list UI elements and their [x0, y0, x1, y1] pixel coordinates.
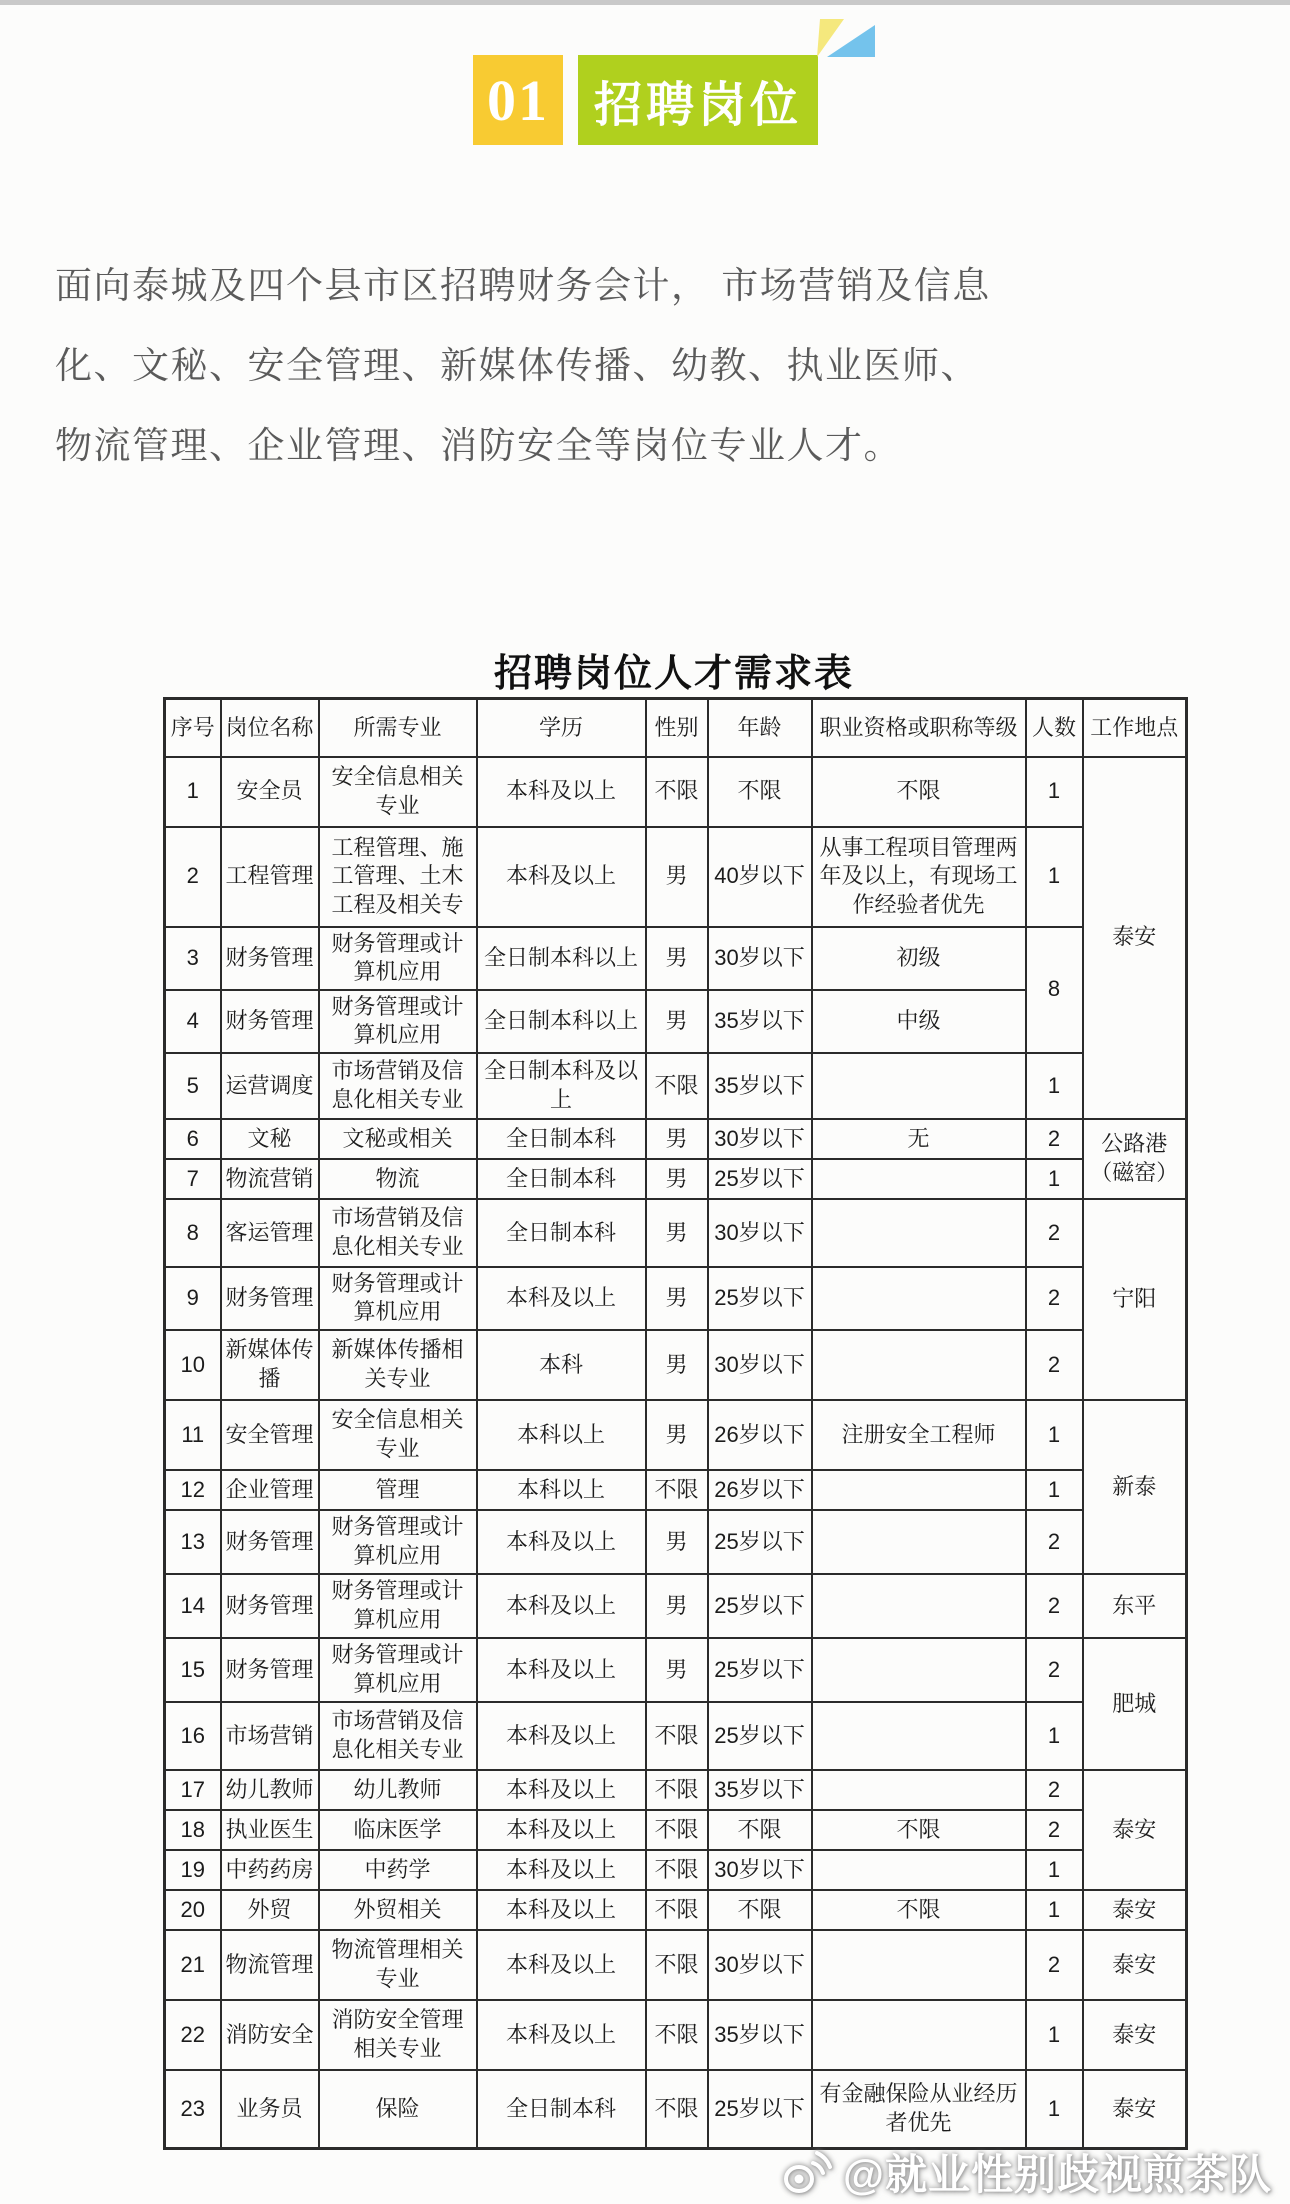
cell-major: 财务管理或计算机应用 [319, 1638, 477, 1702]
cell-no: 18 [165, 1810, 221, 1850]
cell-no: 2 [165, 827, 221, 927]
cell-degree: 全日制本科以上 [477, 990, 646, 1053]
cell-age: 30岁以下 [708, 1199, 812, 1267]
cell-post: 新媒体传播 [221, 1330, 319, 1400]
cell-no: 17 [165, 1770, 221, 1810]
cell-degree: 本科及以上 [477, 1810, 646, 1850]
cell-post: 市场营销 [221, 1702, 319, 1770]
cell-qual [812, 2000, 1026, 2070]
cell-count: 2 [1026, 1510, 1083, 1574]
cell-degree: 本科以上 [477, 1470, 646, 1510]
cell-degree: 全日制本科 [477, 1199, 646, 1267]
cell-post: 幼儿教师 [221, 1770, 319, 1810]
cell-qual: 有金融保险从业经历者优先 [812, 2070, 1026, 2148]
cell-post: 财务管理 [221, 1574, 319, 1638]
table-row [165, 2070, 1187, 2148]
cell-major: 财务管理或计算机应用 [319, 927, 477, 990]
cell-gender: 男 [646, 1638, 708, 1702]
intro-line: 化、文秘、安全管理、新媒体传播、幼教、执业医师、 [55, 345, 979, 386]
cell-degree: 本科以上 [477, 1400, 646, 1470]
cell-no: 8 [165, 1199, 221, 1267]
cell-no: 12 [165, 1470, 221, 1510]
cell-qual: 初级 [812, 927, 1026, 990]
weibo-icon [781, 2149, 833, 2195]
cell-loc: 泰安 [1083, 2070, 1187, 2148]
table-row [165, 1510, 1187, 1574]
cell-major: 中药学 [319, 1850, 477, 1890]
cell-qual [812, 1574, 1026, 1638]
cell-gender: 不限 [646, 1470, 708, 1510]
column-header: 学历 [477, 699, 646, 757]
cell-loc: 泰安 [1083, 757, 1187, 1119]
cell-count: 2 [1026, 1930, 1083, 2000]
cell-age: 25岁以下 [708, 1510, 812, 1574]
cell-post: 安全管理 [221, 1400, 319, 1470]
cell-degree: 本科 [477, 1330, 646, 1400]
cell-age: 25岁以下 [708, 1159, 812, 1199]
table-title: 招聘岗位人才需求表 [493, 653, 854, 695]
cell-degree: 全日制本科 [477, 1119, 646, 1159]
cell-gender: 不限 [646, 1810, 708, 1850]
cell-major: 市场营销及信息化相关专业 [319, 1053, 477, 1119]
cell-post: 财务管理 [221, 1510, 319, 1574]
cell-no: 14 [165, 1574, 221, 1638]
cell-no: 4 [165, 990, 221, 1053]
cell-no: 1 [165, 757, 221, 827]
cell-post: 客运管理 [221, 1199, 319, 1267]
cell-age: 25岁以下 [708, 1267, 812, 1330]
cell-gender: 男 [646, 1400, 708, 1470]
cell-major: 物流 [319, 1159, 477, 1199]
table-row [165, 1574, 1187, 1638]
cell-no: 19 [165, 1850, 221, 1890]
cell-major: 消防安全管理相关专业 [319, 2000, 477, 2070]
cell-gender: 男 [646, 1119, 708, 1159]
cell-major: 财务管理或计算机应用 [319, 990, 477, 1053]
cell-qual: 不限 [812, 757, 1026, 827]
column-header: 岗位名称 [221, 699, 319, 757]
section-title-badge [578, 55, 818, 145]
cell-post: 中药药房 [221, 1850, 319, 1890]
cell-count: 2 [1026, 1574, 1083, 1638]
cell-age: 40岁以下 [708, 827, 812, 927]
cell-post: 物流营销 [221, 1159, 319, 1199]
watermark-handle: @就业性别歧视煎茶队 [843, 2151, 1272, 2198]
cell-loc: 公路港（磁窑） [1083, 1119, 1187, 1199]
cell-count: 1 [1026, 757, 1083, 827]
cell-gender: 不限 [646, 1053, 708, 1119]
table-row [165, 1930, 1187, 2000]
table-row [165, 1638, 1187, 1702]
cell-degree: 本科及以上 [477, 757, 646, 827]
cell-qual [812, 1770, 1026, 1810]
column-header: 工作地点 [1083, 699, 1187, 757]
cell-degree: 本科及以上 [477, 1850, 646, 1890]
column-header: 年龄 [708, 699, 812, 757]
cell-qual [812, 1638, 1026, 1702]
cell-no: 15 [165, 1638, 221, 1702]
cell-degree: 本科及以上 [477, 1574, 646, 1638]
cell-no: 9 [165, 1267, 221, 1330]
cell-loc: 泰安 [1083, 1890, 1187, 1930]
column-header: 性别 [646, 699, 708, 757]
cell-major: 财务管理或计算机应用 [319, 1510, 477, 1574]
cell-no: 6 [165, 1119, 221, 1159]
cell-age: 25岁以下 [708, 1638, 812, 1702]
cell-no: 5 [165, 1053, 221, 1119]
intro-line: 物流管理、企业管理、消防安全等岗位专业人才。 [55, 425, 902, 466]
cell-major: 工程管理、施工管理、土木工程及相关专 [319, 827, 477, 927]
cell-gender: 不限 [646, 1930, 708, 2000]
cell-no: 21 [165, 1930, 221, 2000]
cell-major: 安全信息相关专业 [319, 1400, 477, 1470]
cell-major: 物流管理相关专业 [319, 1930, 477, 2000]
cell-count: 2 [1026, 1330, 1083, 1400]
cell-degree: 本科及以上 [477, 1930, 646, 2000]
cell-post: 财务管理 [221, 1267, 319, 1330]
column-header: 序号 [165, 699, 221, 757]
cell-no: 16 [165, 1702, 221, 1770]
cell-major: 安全信息相关专业 [319, 757, 477, 827]
cell-no: 20 [165, 1890, 221, 1930]
column-header: 职业资格或职称等级 [812, 699, 1026, 757]
table-row [165, 1400, 1187, 1470]
cell-post: 业务员 [221, 2070, 319, 2148]
cell-post: 企业管理 [221, 1470, 319, 1510]
table-row [165, 1470, 1187, 1510]
cell-loc: 泰安 [1083, 1930, 1187, 2000]
table-row [165, 1053, 1187, 1119]
intro-paragraph [55, 246, 1245, 486]
cell-count: 1 [1026, 1400, 1083, 1470]
cell-loc: 泰安 [1083, 1770, 1187, 1890]
cell-post: 财务管理 [221, 1638, 319, 1702]
table-row [165, 1267, 1187, 1330]
cell-qual [812, 1850, 1026, 1890]
table-row [165, 927, 1187, 990]
cell-count: 1 [1026, 827, 1083, 927]
cell-qual: 中级 [812, 990, 1026, 1053]
cell-age: 25岁以下 [708, 1702, 812, 1770]
cell-degree: 本科及以上 [477, 1770, 646, 1810]
cell-major: 管理 [319, 1470, 477, 1510]
cell-major: 市场营销及信息化相关专业 [319, 1199, 477, 1267]
table-row [165, 1810, 1187, 1850]
cell-count: 1 [1026, 1850, 1083, 1890]
section-number: 01 [487, 67, 549, 133]
cell-major: 外贸相关 [319, 1890, 477, 1930]
cell-age: 35岁以下 [708, 1053, 812, 1119]
table-row [165, 1850, 1187, 1890]
cell-count: 2 [1026, 1119, 1083, 1159]
section-title: 招聘岗位 [593, 78, 802, 132]
cell-qual [812, 1510, 1026, 1574]
cell-gender: 不限 [646, 2000, 708, 2070]
cell-age: 不限 [708, 1890, 812, 1930]
cell-degree: 全日制本科 [477, 2070, 646, 2148]
cell-degree: 本科及以上 [477, 2000, 646, 2070]
cell-count: 1 [1026, 1053, 1083, 1119]
cell-qual: 从事工程项目管理两年及以上，有现场工作经验者优先 [812, 827, 1026, 927]
table-body [165, 757, 1187, 2149]
cell-age: 30岁以下 [708, 1119, 812, 1159]
cell-no: 13 [165, 1510, 221, 1574]
cell-qual [812, 1702, 1026, 1770]
cell-gender: 男 [646, 927, 708, 990]
top-border-line [0, 0, 1290, 5]
cell-qual: 不限 [812, 1890, 1026, 1930]
cell-qual [812, 1053, 1026, 1119]
intro-line: 面向泰城及四个县市区招聘财务会计， 市场营销及信息 [55, 265, 991, 306]
cell-count: 2 [1026, 1638, 1083, 1702]
cell-no: 22 [165, 2000, 221, 2070]
table-row [165, 1159, 1187, 1199]
cell-gender: 男 [646, 990, 708, 1053]
cell-major: 保险 [319, 2070, 477, 2148]
cell-count: 2 [1026, 1199, 1083, 1267]
cell-degree: 全日制本科 [477, 1159, 646, 1199]
table-row [165, 827, 1187, 927]
cell-degree: 本科及以上 [477, 1510, 646, 1574]
cell-post: 消防安全 [221, 2000, 319, 2070]
table-row [165, 1330, 1187, 1400]
cell-age: 30岁以下 [708, 1330, 812, 1400]
cell-age: 不限 [708, 757, 812, 827]
cell-qual [812, 1267, 1026, 1330]
cell-post: 安全员 [221, 757, 319, 827]
cell-age: 25岁以下 [708, 2070, 812, 2148]
cell-post: 执业医生 [221, 1810, 319, 1850]
cell-age: 不限 [708, 1810, 812, 1850]
cell-loc: 新泰 [1083, 1400, 1187, 1574]
cell-gender: 男 [646, 1159, 708, 1199]
table-row [165, 1119, 1187, 1159]
cell-count: 2 [1026, 1810, 1083, 1850]
cell-no: 7 [165, 1159, 221, 1199]
cell-age: 35岁以下 [708, 990, 812, 1053]
cell-degree: 全日制本科及以上 [477, 1053, 646, 1119]
cell-degree: 本科及以上 [477, 1267, 646, 1330]
cell-degree: 本科及以上 [477, 1638, 646, 1702]
cell-gender: 男 [646, 1199, 708, 1267]
table-row [165, 1890, 1187, 1930]
cell-loc: 泰安 [1083, 2000, 1187, 2070]
column-header: 所需专业 [319, 699, 477, 757]
cell-major: 新媒体传播相关专业 [319, 1330, 477, 1400]
table-row [165, 757, 1187, 827]
cell-gender: 不限 [646, 2070, 708, 2148]
cell-gender: 不限 [646, 757, 708, 827]
cell-no: 3 [165, 927, 221, 990]
cell-age: 30岁以下 [708, 927, 812, 990]
cell-count: 1 [1026, 1890, 1083, 1930]
cell-qual [812, 1330, 1026, 1400]
cell-major: 文秘或相关 [319, 1119, 477, 1159]
section-number-badge [473, 55, 563, 145]
cell-age: 26岁以下 [708, 1400, 812, 1470]
cell-major: 市场营销及信息化相关专业 [319, 1702, 477, 1770]
cell-loc: 东平 [1083, 1574, 1187, 1638]
cell-gender: 男 [646, 1510, 708, 1574]
cell-post: 运营调度 [221, 1053, 319, 1119]
cell-gender: 不限 [646, 1890, 708, 1930]
cell-count: 1 [1026, 2070, 1083, 2148]
cell-gender: 男 [646, 1330, 708, 1400]
cell-post: 工程管理 [221, 827, 319, 927]
cell-post: 物流管理 [221, 1930, 319, 2000]
cell-gender: 男 [646, 1574, 708, 1638]
table-header [165, 699, 1187, 757]
cell-loc: 宁阳 [1083, 1199, 1187, 1400]
requirements-table [163, 697, 1188, 2150]
cell-gender: 不限 [646, 1702, 708, 1770]
cell-age: 25岁以下 [708, 1574, 812, 1638]
cell-count: 2 [1026, 1770, 1083, 1810]
cell-degree: 本科及以上 [477, 1702, 646, 1770]
table-row [165, 1199, 1187, 1267]
cell-post: 财务管理 [221, 927, 319, 990]
table-row [165, 2000, 1187, 2070]
cell-gender: 不限 [646, 1850, 708, 1890]
cell-age: 35岁以下 [708, 2000, 812, 2070]
cell-age: 35岁以下 [708, 1770, 812, 1810]
cell-gender: 不限 [646, 1770, 708, 1810]
cell-degree: 全日制本科以上 [477, 927, 646, 990]
cell-post: 文秘 [221, 1119, 319, 1159]
cell-qual: 注册安全工程师 [812, 1400, 1026, 1470]
cell-major: 幼儿教师 [319, 1770, 477, 1810]
watermark [781, 2142, 1272, 2202]
cell-no: 23 [165, 2070, 221, 2148]
cell-loc: 肥城 [1083, 1638, 1187, 1770]
cell-count: 1 [1026, 1702, 1083, 1770]
cell-count: 8 [1026, 927, 1083, 1053]
cell-age: 30岁以下 [708, 1930, 812, 2000]
table-row [165, 1702, 1187, 1770]
cell-qual: 无 [812, 1119, 1026, 1159]
cell-qual: 不限 [812, 1810, 1026, 1850]
cell-major: 临床医学 [319, 1810, 477, 1850]
cell-major: 财务管理或计算机应用 [319, 1267, 477, 1330]
cell-count: 1 [1026, 2000, 1083, 2070]
cell-no: 11 [165, 1400, 221, 1470]
column-header: 人数 [1026, 699, 1083, 757]
cell-qual [812, 1470, 1026, 1510]
cell-major: 财务管理或计算机应用 [319, 1574, 477, 1638]
cell-no: 10 [165, 1330, 221, 1400]
cell-qual [812, 1159, 1026, 1199]
cell-degree: 本科及以上 [477, 827, 646, 927]
cell-count: 1 [1026, 1470, 1083, 1510]
cell-count: 2 [1026, 1267, 1083, 1330]
cell-degree: 本科及以上 [477, 1890, 646, 1930]
cell-post: 外贸 [221, 1890, 319, 1930]
cell-age: 30岁以下 [708, 1850, 812, 1890]
cell-qual [812, 1199, 1026, 1267]
cell-age: 26岁以下 [708, 1470, 812, 1510]
cell-count: 1 [1026, 1159, 1083, 1199]
cell-post: 财务管理 [221, 990, 319, 1053]
corner-triangles-icon [814, 16, 878, 58]
cell-qual [812, 1930, 1026, 2000]
cell-gender: 男 [646, 827, 708, 927]
cell-gender: 男 [646, 1267, 708, 1330]
table-row [165, 1770, 1187, 1810]
